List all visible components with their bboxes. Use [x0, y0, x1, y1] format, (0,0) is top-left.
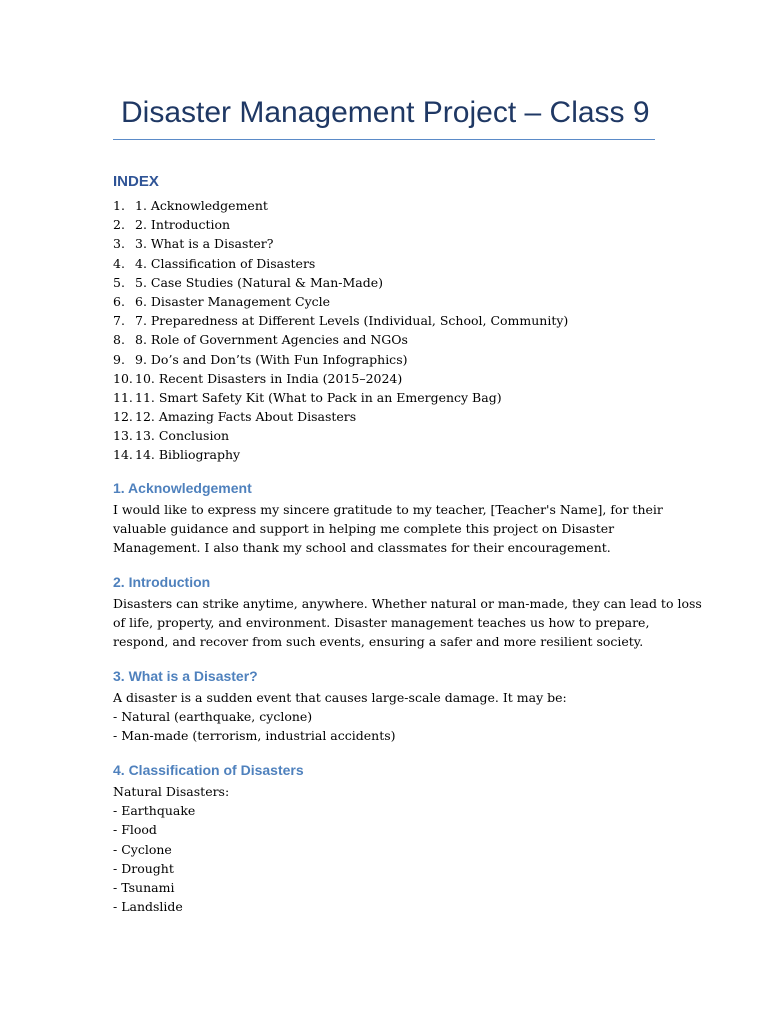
- paragraph-line: Natural Disasters:: [113, 784, 230, 799]
- bullet-line: - Natural (earthquake, cyclone): [113, 709, 313, 725]
- bullet-line: - Drought: [113, 860, 174, 876]
- index-item-text: 12. Amazing Facts About Disasters: [135, 409, 357, 425]
- index-item-text: 14. Bibliography: [135, 447, 241, 463]
- index-item: [113, 254, 568, 273]
- index-item-number: 7.: [113, 313, 125, 329]
- bullet-line: - Earthquake: [113, 803, 196, 819]
- index-item-number: 6.: [113, 293, 125, 309]
- index-item: [113, 407, 568, 426]
- index-item: [113, 388, 568, 407]
- title-underline: [113, 139, 655, 140]
- paragraph-line: respond, and recover from such events, ensuring a safer and more resilient society.: [113, 634, 644, 650]
- index-item-text: 9. Do’s and Don’ts (With Fun Infographics): [135, 351, 408, 367]
- classification-paragraph: [113, 782, 658, 916]
- index-item-text: 2. Introduction: [135, 217, 231, 233]
- bullet-line: - Tsunami: [113, 880, 175, 896]
- acknowledgement-heading: 1. Acknowledgement: [113, 480, 252, 496]
- index-item-text: 10. Recent Disasters in India (2015–2024): [135, 370, 403, 386]
- acknowledgement-paragraph: [113, 500, 663, 558]
- document-title: Disaster Management Project – Class 9: [121, 96, 650, 129]
- index-item: [113, 196, 568, 215]
- index-item-number: 3.: [113, 236, 125, 252]
- index-item-text: 6. Disaster Management Cycle: [135, 293, 331, 309]
- index-item-text: 11. Smart Safety Kit (What to Pack in an Emergency Bag): [135, 389, 502, 405]
- index-item-text: 8. Role of Government Agencies and NGOs: [135, 332, 408, 348]
- introduction-heading: 2. Introduction: [113, 574, 211, 590]
- index-heading: INDEX: [113, 173, 159, 190]
- paragraph-line: I would like to express my sincere gratitude to my teacher, [Teacher's Name], for their: [113, 502, 663, 517]
- index-item: [113, 215, 568, 234]
- index-item-text: 3. What is a Disaster?: [135, 236, 274, 252]
- index-item-text: 5. Case Studies (Natural & Man-Made): [135, 274, 384, 290]
- bullet-line: - Cyclone: [113, 841, 172, 857]
- index-item-text: 7. Preparedness at Different Levels (Individual, School, Community): [135, 313, 569, 329]
- index-item: [113, 234, 568, 253]
- index-item: [113, 350, 568, 369]
- index-item: [113, 369, 568, 388]
- paragraph-line: valuable guidance and support in helping me complete this project on Disaster: [113, 521, 615, 537]
- index-item-number: 14.: [113, 447, 133, 463]
- index-item: [113, 273, 568, 292]
- paragraph-line: Disasters can strike anytime, anywhere. Whether natural or man-made, they can lead to loss: [113, 596, 702, 611]
- index-item-number: 13.: [113, 428, 133, 444]
- index-item-number: 12.: [113, 409, 133, 425]
- introduction-paragraph: [113, 594, 702, 652]
- index-item-text: 13. Conclusion: [135, 428, 230, 444]
- index-list: [113, 196, 568, 465]
- index-item-number: 10.: [113, 370, 133, 386]
- classification-heading: 4. Classification of Disasters: [113, 762, 304, 778]
- index-item: [113, 330, 568, 349]
- index-item-text: 1. Acknowledgement: [135, 198, 268, 213]
- bullet-line: - Man-made (terrorism, industrial accidents): [113, 728, 396, 744]
- what-is-disaster-heading: 3. What is a Disaster?: [113, 668, 258, 684]
- index-item: [113, 426, 568, 445]
- bullet-line: - Landslide: [113, 899, 183, 915]
- index-item: [113, 445, 568, 464]
- index-item: [113, 292, 568, 311]
- index-item-number: 4.: [113, 255, 125, 271]
- index-item-number: 8.: [113, 332, 125, 348]
- index-item: [113, 311, 568, 330]
- paragraph-line: A disaster is a sudden event that causes large-scale damage. It may be:: [113, 690, 567, 705]
- index-item-number: 5.: [113, 274, 125, 290]
- paragraph-line: Management. I also thank my school and classmates for their encouragement.: [113, 540, 611, 556]
- what-is-disaster-paragraph: [113, 688, 658, 746]
- index-item-number: 11.: [113, 389, 133, 405]
- index-item-number: 2.: [113, 217, 125, 233]
- index-item-number: 9.: [113, 351, 125, 367]
- bullet-line: - Flood: [113, 822, 157, 838]
- index-item-number: 1.: [113, 198, 125, 213]
- index-item-text: 4. Classification of Disasters: [135, 255, 316, 271]
- paragraph-line: of life, property, and environment. Disaster management teaches us how to prepare,: [113, 615, 650, 631]
